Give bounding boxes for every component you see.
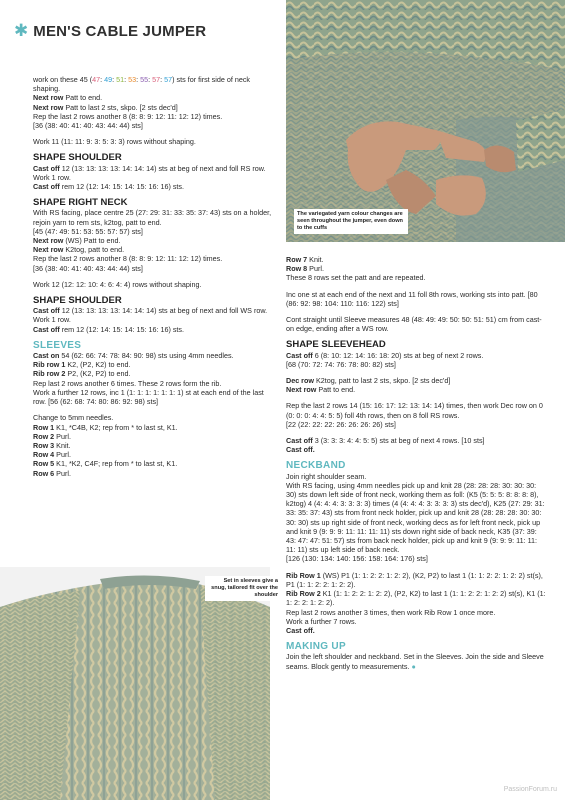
photo-sleeve-cuff: [286, 0, 565, 242]
paragraph: Row 8 Purl.: [286, 264, 324, 274]
paragraph: With RS facing, place centre 25 (27: 29: 31: 33: 35: 37: 43) sts on a holder, rejoin yarn to rem sts, k2tog, patt to end.: [33, 208, 272, 227]
paragraph: Work a further 12 rows, inc 1 (1: 1: 1: 1: 1: 1: 1) st at each end of the last row. [56 (62: 68: 74: 80: 86: 92: 98) sts]: [33, 387, 264, 407]
pattern-column-right: [286, 255, 548, 671]
paragraph: Rib Row 2 K1 (1: 1: 2: 2: 1: 2: 2), (P2, K2) to last 1 (1: 1: 2: 2: 1: 2: 2) st(s), K1 (1: 1: 2: 2: 1: 2: 2).: [286, 589, 546, 608]
section-heading-sleeves: SLEEVES: [33, 339, 82, 351]
site-watermark: PassionForum.ru: [503, 786, 557, 793]
paragraph: Next row Patt to end.: [33, 93, 103, 103]
paragraph: Work 1 row.: [33, 315, 71, 325]
paragraph: Rib row 2 P2, (K2, P2) to end.: [33, 369, 131, 379]
paragraph: With RS facing, using 4mm needles pick up and knit 28 (28: 28: 28: 30: 30: 30: 30) sts down left side of front neck, working them as foll: (K5 (5: 5: 5: 8: 8: 8: 8), k2tog) 4 (4: 4: 4: 3: 3: 3: 3) times (4 (4: 4: 4: 3: 3: 3: 3) sts dec'd), K25 (27: 29: 31: 33: 35: 37: 43) sts from front neck holder, pick up and knit 28 (28: 28: 28: 30: 30: 30: 30) sts up right side of front neck, working decs as for left front neck, pick up and knit 9 (9: 9: 9: 11: 11: 11: 11) sts down right side of back neck, K35 (37: 39: 43: 47: 47: 51: 57) sts from back neck holder, pick up and knit 9 (9: 9: 9: 11: 11: 11: 11) sts up left side of back neck.: [286, 480, 545, 555]
pattern-column-left: [33, 75, 276, 478]
paragraph: Row 4 Purl.: [33, 450, 71, 460]
end-dot-icon: ●: [411, 661, 416, 671]
paragraph: Cast off 12 (13: 13: 13: 13: 14: 14: 14) sts at beg of next and foll WS row.: [33, 306, 268, 316]
section-heading: SHAPE SHOULDER: [33, 152, 122, 164]
paragraph: Change to 5mm needles.: [33, 413, 114, 423]
paragraph: Next row K2tog, patt to end.: [33, 245, 125, 255]
paragraph: Join right shoulder seam.: [286, 471, 367, 481]
paragraph: These 8 rows set the patt and are repeated.: [286, 273, 426, 283]
section-heading: SHAPE SHOULDER: [33, 295, 122, 307]
photo-shoulder: [0, 567, 270, 800]
paragraph: Rep last 2 rows another 3 times, then work Rib Row 1 once more.: [286, 607, 496, 617]
paragraph: Cast off 6 (8: 10: 12: 14: 16: 18: 20) sts at beg of next 2 rows.: [286, 350, 484, 360]
photo-caption-bottom: Set in sleeves give a snug, tailored fit over the shoulder: [205, 576, 281, 601]
section-heading: SHAPE RIGHT NECK: [33, 197, 128, 209]
paragraph: Work 11 (11: 11: 9: 3: 5: 3: 3) rows without shaping.: [33, 137, 196, 147]
paragraph: Row 6 Purl.: [33, 468, 71, 478]
paragraph: Cast off rem 12 (12: 14: 15: 14: 15: 16: 16) sts.: [33, 324, 185, 334]
section-heading-making-up: MAKING UP: [286, 641, 346, 653]
paragraph: Inc one st at each end of the next and 11 foll 8th rows, working sts into patt. [80 (86: 92: 98: 104: 110: 116: 122) sts]: [286, 289, 538, 308]
paragraph: Dec row K2tog, patt to last 2 sts, skpo. [2 sts dec'd]: [286, 376, 451, 386]
paragraph: Cast off 3 (3: 3: 3: 4: 4: 5: 5) sts at beg of next 4 rows. [10 sts]: [286, 436, 485, 446]
paragraph: Cast off.: [286, 445, 315, 455]
section-heading: SHAPE SLEEVEHEAD: [286, 339, 386, 351]
paragraph: [126 (130: 134: 140: 156: 158: 164: 176) sts]: [286, 554, 428, 564]
snowflake-icon: ✱: [14, 21, 29, 40]
paragraph: [36 (38: 40: 41: 40: 43: 44: 44) sts]: [33, 121, 143, 131]
paragraph: work on these 45 (47: 49: 51: 53: 55: 57: 57) sts for first side of neck shaping.: [33, 75, 251, 94]
paragraph: Rep last 2 rows another 6 times. These 2 rows form the rib.: [33, 378, 222, 388]
paragraph: Row 2 Purl.: [33, 431, 71, 441]
paragraph: Rep the last 2 rows another 8 (8: 8: 9: 12: 11: 12: 12) times.: [33, 254, 223, 264]
page-header: [14, 20, 206, 42]
paragraph: Cast off 12 (13: 13: 13: 13: 14: 14: 14) sts at beg of next and foll RS row.: [33, 163, 266, 173]
paragraph: Rep the last 2 rows 14 (15: 16: 17: 12: 13: 14: 14) times, then work Dec row on 0 (0: 0: 0: 4: 4: 5: 5) foll 4th rows, then on 8 foll RS rows.: [286, 401, 543, 420]
photo-caption-top: The variegated yarn colour changes are seen throughout the jumper, even down to the cuffs: [294, 209, 408, 234]
paragraph: Rib Row 1 (WS) P1 (1: 1: 2: 2: 1: 2: 2), (K2, P2) to last 1 (1: 1: 2: 2: 1: 2: 2) st(s), P1 (1: 1: 2: 2: 1: 2: 2).: [286, 570, 543, 589]
paragraph: Rep the last 2 rows another 8 (8: 8: 9: 12: 11: 12: 12) times.: [33, 111, 223, 121]
paragraph: Work a further 7 rows.: [286, 616, 357, 626]
paragraph: [22 (22: 22: 22: 26: 26: 26: 26) sts]: [286, 419, 396, 429]
paragraph: [45 (47: 49: 51: 53: 55: 57: 57) sts]: [33, 226, 143, 236]
paragraph: Rib row 1 K2, (P2, K2) to end.: [33, 360, 131, 370]
paragraph: Cont straight until Sleeve measures 48 (48: 49: 49: 50: 50: 51: 51) cm from cast-on edge, ending after a WS row.: [286, 315, 542, 334]
paragraph: Row 3 Knit.: [33, 440, 71, 450]
paragraph: Cast off.: [286, 625, 315, 635]
paragraph: Next row (WS) Patt to end.: [33, 236, 121, 246]
paragraph: Join the left shoulder and neckband. Set in the Sleeves. Join the side and Sleeve seams. Block gently to measurements. ●: [286, 652, 544, 671]
paragraph: [68 (70: 72: 74: 76: 78: 80: 82) sts]: [286, 359, 396, 369]
section-heading-neckband: NECKBAND: [286, 460, 346, 472]
paragraph: [36 (38: 40: 41: 40: 43: 44: 44) sts]: [33, 263, 143, 273]
paragraph: Cast on 54 (62: 66: 74: 78: 84: 90: 98) sts using 4mm needles.: [33, 351, 234, 361]
paragraph: Row 7 Knit.: [286, 255, 324, 264]
paragraph: Next row Patt to last 2 sts, skpo. [2 sts dec'd]: [33, 102, 178, 112]
paragraph: Work 12 (12: 12: 10: 4: 6: 4: 4) rows without shaping.: [33, 279, 202, 289]
page-title: MEN'S CABLE JUMPER: [33, 22, 207, 40]
paragraph: Work 1 row.: [33, 172, 71, 182]
paragraph: Row 1 K1, *C4B, K2; rep from * to last st, K1.: [33, 422, 178, 432]
paragraph: Cast off rem 12 (12: 14: 15: 14: 15: 16: 16) sts.: [33, 182, 185, 192]
paragraph: Row 5 K1, *K2, C4F; rep from * to last st, K1.: [33, 459, 178, 469]
paragraph: Next row Patt to end.: [286, 385, 356, 395]
